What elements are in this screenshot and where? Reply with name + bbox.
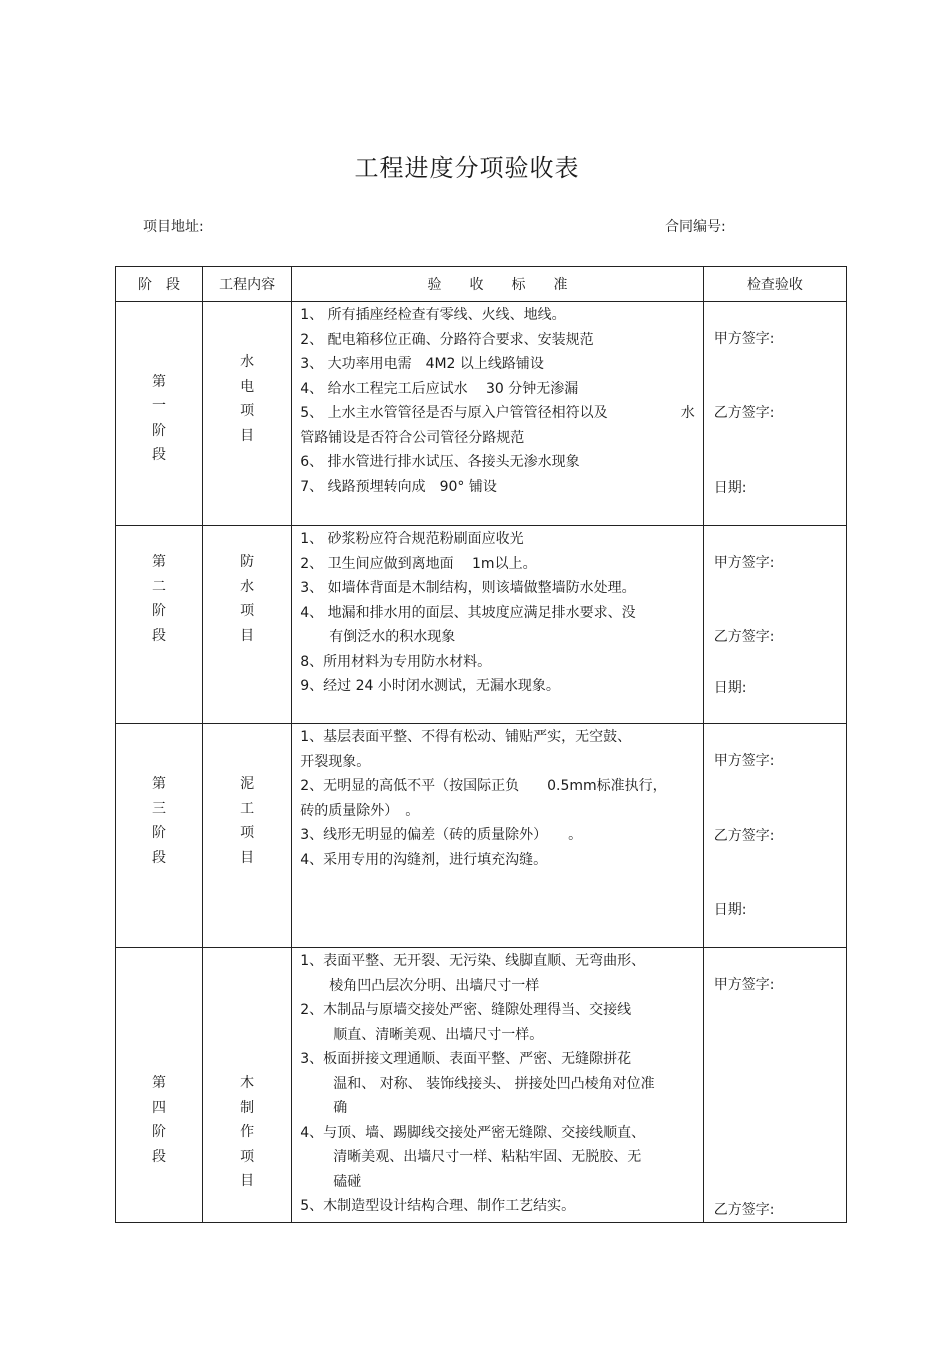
list-item: 2、无明显的高低不平（按国际正负 0.5mm标准执行， — [300, 778, 667, 794]
party-a-signature-label: 甲方签字: — [713, 753, 775, 769]
list-item: 4、 地漏和排水用的面层、其坡度应满足排水要求、没 — [300, 604, 636, 621]
header-stage: 阶 段 — [116, 267, 203, 302]
list-item: 3、板面拼接文理通顺、表面平整、严密、无缝隙拼花 — [300, 1051, 632, 1067]
list-item: 4、 给水工程完工后应试水 30 分钟无渗漏 — [300, 380, 579, 397]
stage-cell: 第 三 阶 段 — [116, 724, 203, 948]
list-item: 1、 所有插座经检查有零线、火线、地线。 — [300, 307, 566, 323]
standard-cell — [292, 724, 704, 948]
party-b-signature-label: 乙方签字: — [713, 1202, 775, 1218]
list-item: 1、 砂浆粉应符合规范粉刷面应收光 — [300, 531, 524, 547]
list-item: 顺直、清晰美观、出墙尺寸一样。 — [333, 1026, 544, 1043]
list-item: 4、与顶、墙、踢脚线交接处严密无缝隙、交接线顺直、 — [300, 1124, 646, 1141]
list-item: 清晰美观、出墙尺寸一样、粘粘牢固、无脱胶、无 — [333, 1149, 642, 1165]
check-cell — [703, 526, 846, 724]
date-label: 日期: — [713, 902, 747, 918]
list-item: 管路铺设是否符合公司管径分路规范 — [300, 429, 525, 446]
table-row — [116, 724, 847, 948]
standard-cell — [292, 526, 704, 724]
content-cell: 防 水 项 目 — [203, 526, 292, 724]
table-row — [116, 526, 847, 724]
page-title: 工程进度分项验收表 — [354, 154, 580, 182]
check-cell — [703, 724, 846, 948]
content-cell: 水 电 项 目 — [203, 302, 292, 526]
list-item: 1、表面平整、无开裂、无污染、线脚直顺、无弯曲形、 — [300, 953, 646, 969]
list-item: 3、 如墙体背面是木制结构，则该墙做整墙防水处理。 — [300, 580, 636, 596]
party-b-signature-label: 乙方签字: — [713, 405, 775, 421]
content-cell: 木 制 作 项 目 — [203, 948, 292, 1223]
acceptance-table — [115, 266, 847, 1223]
date-label: 日期: — [713, 680, 747, 696]
check-cell — [703, 948, 846, 1223]
list-item: 砖的质量除外） 。 — [300, 802, 420, 819]
list-item: 9、经过 24 小时闭水测试，无漏水现象。 — [300, 678, 560, 694]
list-item: 温和、 对称、 装饰线接头、 拼接处凹凸棱角对位准 — [333, 1075, 655, 1092]
list-item: 棱角凹凸层次分明、出墙尺寸一样 — [329, 977, 540, 994]
list-item: 2、 配电箱移位正确、分路符合要求、安装规范 — [300, 331, 594, 348]
list-item: 7、 线路预埋转向成 90° 铺设 — [300, 478, 497, 495]
stage-cell: 第 一 阶 段 — [116, 302, 203, 526]
list-item: 6、 排水管进行排水试压、各接头无渗水现象 — [300, 454, 580, 470]
party-a-signature-label: 甲方签字: — [713, 555, 775, 571]
list-item: 有倒泛水的积水现象 — [329, 629, 456, 645]
list-item: 3、 大功率用电需 4M2 以上线路铺设 — [300, 356, 544, 372]
stage-cell: 第 二 阶 段 — [116, 526, 203, 724]
header-content: 工程内容 — [203, 267, 292, 302]
list-item: 4、采用专用的沟缝剂，进行填充沟缝。 — [300, 851, 548, 868]
party-a-signature-label: 甲方签字: — [713, 331, 775, 347]
list-item: 开裂现象。 — [300, 753, 371, 770]
standard-cell — [292, 302, 704, 526]
table-row — [116, 948, 847, 1223]
content-cell: 泥 工 项 目 — [203, 724, 292, 948]
stage-cell: 第 四 阶 段 — [116, 948, 203, 1223]
list-item: 5、 上水主水管管径是否与原入户管管径相符以及 — [300, 405, 608, 421]
party-b-signature-label: 乙方签字: — [713, 828, 775, 844]
table-row — [116, 302, 847, 526]
table-header-row — [116, 267, 847, 302]
list-item: 8、所用材料为专用防水材料。 — [300, 653, 492, 670]
header-standard: 验 收 标 准 — [292, 267, 704, 302]
date-label: 日期: — [713, 480, 747, 496]
header-check: 检查验收 — [703, 267, 846, 302]
list-item: 2、木制品与原墙交接处严密、缝隙处理得当、交接线 — [300, 1002, 632, 1018]
party-a-signature-label: 甲方签字: — [713, 977, 775, 993]
contract-no-label: 合同编号: — [665, 219, 726, 235]
standard-cell — [292, 948, 704, 1223]
list-item: 5、木制造型设计结构合理、制作工艺结实。 — [300, 1198, 576, 1214]
check-cell — [703, 302, 846, 526]
party-b-signature-label: 乙方签字: — [713, 629, 775, 645]
list-item: 1、基层表面平整、不得有松动、铺贴严实，无空鼓、 — [300, 729, 632, 745]
list-item: 磕碰 — [333, 1173, 362, 1190]
list-item: 确 — [333, 1100, 348, 1116]
list-item: 3、线形无明显的偏差（砖的质量除外） 。 — [300, 827, 583, 843]
project-address-label: 项目地址: — [143, 219, 204, 235]
list-item: 2、 卫生间应做到离地面 1m以上。 — [300, 555, 537, 572]
list-item-continuation: 水 — [680, 405, 695, 421]
